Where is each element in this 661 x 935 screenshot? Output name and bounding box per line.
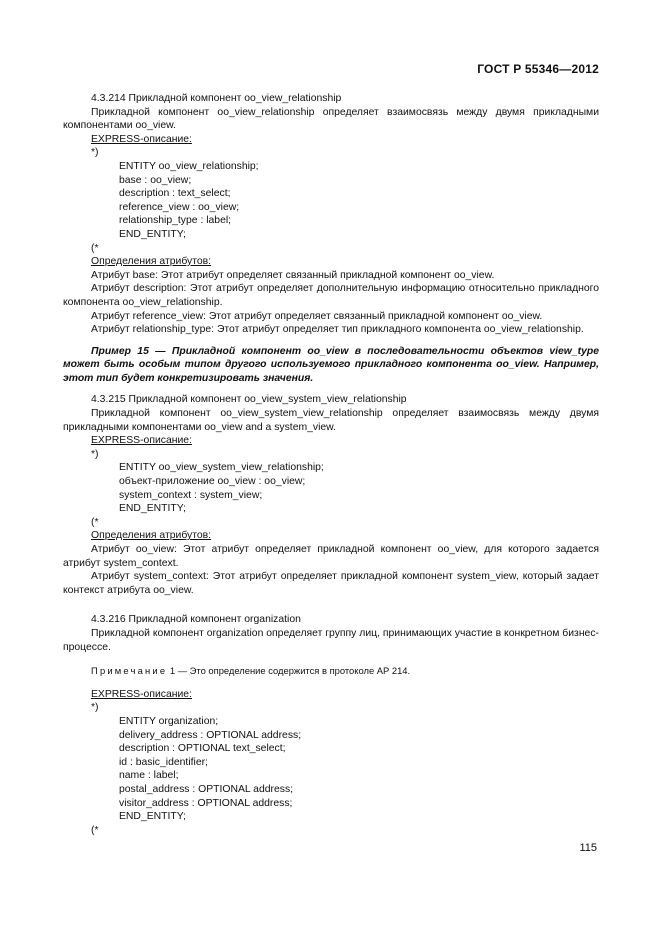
section-215-express-label: EXPRESS-описание: (91, 435, 192, 447)
code-line: postal_address : OPTIONAL address; (119, 783, 294, 795)
spacer (63, 337, 599, 345)
code-line: description : OPTIONAL text_select; (119, 743, 286, 755)
section-215-code-block (63, 461, 599, 515)
attribute-definition: Атрибут oo_view: Этот атрибут определяет прикладной компонент oo_view, для которого задается атрибут system_context. (63, 544, 599, 569)
section-214-express-label: EXPRESS-описание: (91, 133, 192, 145)
section-215-description: Прикладной компонент oo_view_system_view_relationship определяет взаимосвязь между двумя прикладными компонентами oo_view and a system_view. (63, 408, 599, 433)
attribute-definition: Атрибут base: Этот атрибут определяет связанный прикладной компонент oo_view. (91, 269, 495, 281)
code-line: id : basic_identifier; (119, 756, 208, 768)
section-214-comment-open: *) (91, 147, 99, 159)
code-line: END_ENTITY; (119, 811, 186, 823)
code-line: base : oo_view; (119, 174, 192, 186)
standard-header: ГОСТ Р 55346—2012 (477, 62, 599, 76)
code-line: END_ENTITY; (119, 503, 186, 515)
section-215-comment-close: (* (91, 516, 99, 528)
section-215-heading: 4.3.215 Прикладной компонент oo_view_system_view_relationship (91, 394, 407, 406)
spacer (63, 385, 599, 393)
section-216-code-block (63, 715, 599, 824)
code-line: END_ENTITY; (119, 228, 186, 240)
note-label: Примечание (91, 665, 168, 677)
code-line: ENTITY oo_view_relationship; (119, 160, 259, 172)
code-line: ENTITY oo_view_system_view_relationship; (119, 462, 324, 474)
spacer (63, 680, 599, 688)
code-line: name : label; (119, 770, 179, 782)
section-216-comment-open: *) (91, 702, 99, 714)
code-line: description : text_select; (119, 188, 231, 200)
spacer (63, 654, 599, 662)
code-line: объект-приложение oo_view : oo_view; (119, 476, 306, 488)
section-214-comment-close: (* (91, 242, 99, 254)
section-215-comment-open: *) (91, 448, 99, 460)
section-214-heading: 4.3.214 Прикладной компонент oo_view_relationship (91, 93, 342, 104)
example-15: Пример 15 — Прикладной компонент oo_view в последовательности объектов view_type может быть особым типом другого используемого прикладного компонента oo_view. Например, этот тип будет конкретизировать значения. (63, 345, 599, 384)
section-216-comment-close: (* (91, 824, 99, 836)
section-216-note (91, 664, 599, 678)
section-215-attributes-label: Определения атрибутов: (91, 530, 212, 542)
code-line: reference_view : oo_view; (119, 201, 240, 213)
section-214-code-block (63, 160, 599, 242)
page-content (63, 92, 599, 837)
code-line: ENTITY organization; (119, 715, 219, 727)
attribute-definition: Атрибут relationship_type: Этот атрибут определяет тип прикладного компонента oo_view_relationship. (91, 324, 584, 336)
section-216-heading: 4.3.216 Прикладной компонент organization (91, 614, 301, 626)
note-text: 1 — Это определение содержится в протоколе АР 214. (169, 665, 411, 677)
attribute-definition: Атрибут description: Этот атрибут определяет дополнительную информацию относительно прикладного компонента oo_view_relationship. (63, 283, 599, 308)
attribute-definition: Атрибут reference_view: Этот атрибут определяет связанный прикладной компонент oo_view. (91, 310, 543, 322)
spacer (63, 597, 599, 613)
page-number: 115 (579, 842, 597, 854)
section-216-description: Прикладной компонент organization определяет группу лиц, принимающих участие в конкретном бизнес-процессе. (63, 627, 599, 653)
attribute-definition: Атрибут system_context: Этот атрибут определяет прикладной компонент system_view, который задает контекст атрибута oo_view. (63, 571, 599, 596)
section-216-express-label: EXPRESS-описание: (91, 688, 192, 700)
section-214-attributes-label: Определения атрибутов: (91, 256, 212, 268)
code-line: system_context : system_view; (119, 489, 263, 501)
code-line: visitor_address : OPTIONAL address; (119, 797, 293, 809)
code-line: delivery_address : OPTIONAL address; (119, 729, 302, 741)
code-line: relationship_type : label; (119, 215, 232, 227)
section-214-description: Прикладной компонент oo_view_relationship определяет взаимосвязь между двумя прикладными компонентами oo_view. (63, 106, 599, 132)
